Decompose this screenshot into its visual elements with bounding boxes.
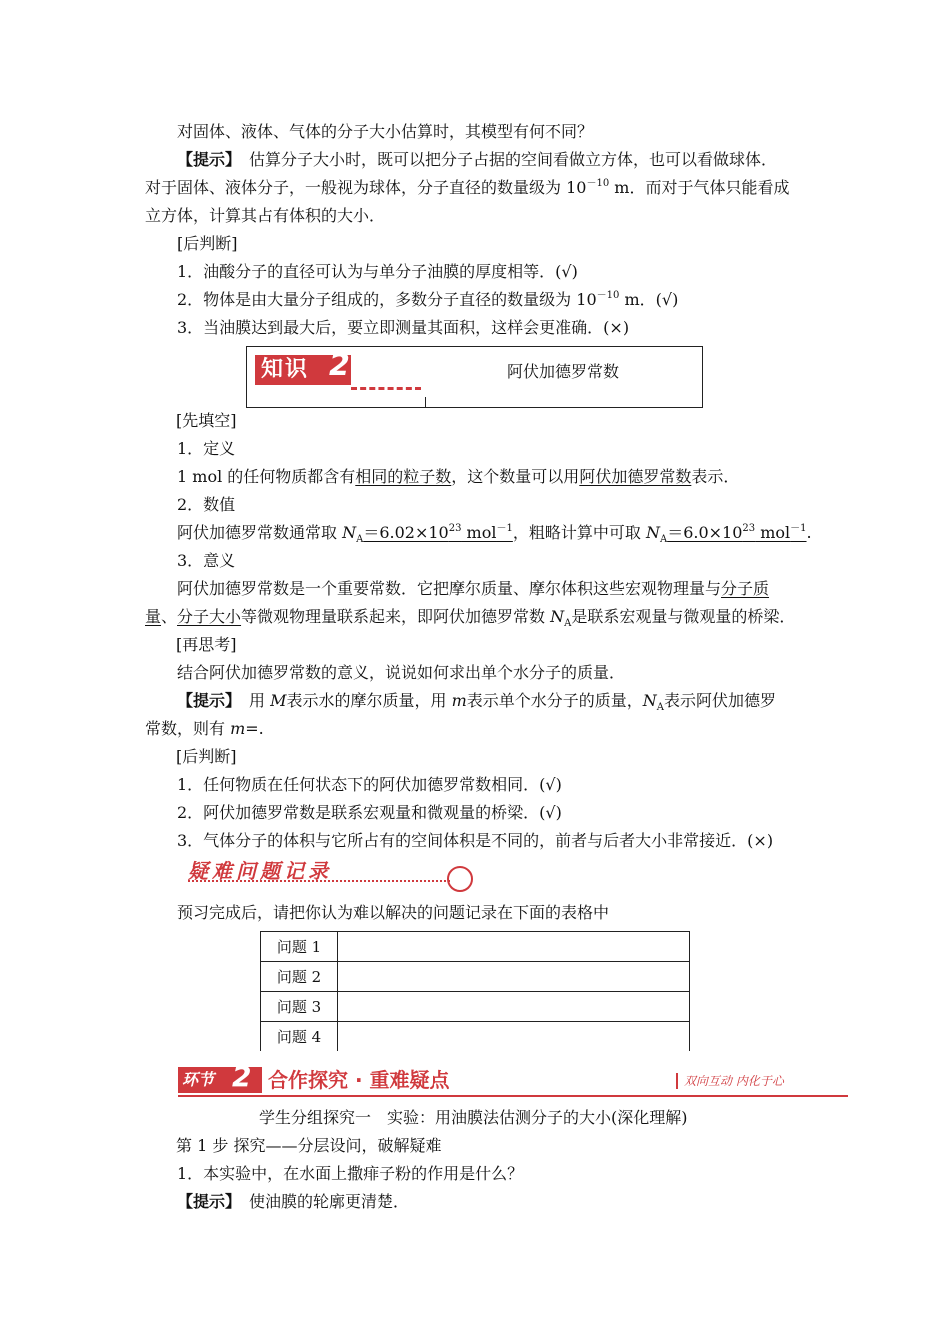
text: 常数，则有 bbox=[145, 719, 231, 738]
table-row bbox=[261, 992, 690, 1022]
question-text bbox=[177, 662, 847, 684]
exploration-title bbox=[259, 1107, 929, 1129]
subscript: A bbox=[564, 618, 572, 630]
subscript: A bbox=[656, 702, 665, 714]
text: ，粗略计算中可取 bbox=[512, 523, 646, 542]
text: 1．本实验中，在水面上撒痱子粉的作用是什么？ bbox=[177, 1164, 524, 1183]
text: mol bbox=[755, 523, 791, 542]
text: 表示． bbox=[691, 467, 740, 486]
judge-item bbox=[177, 317, 847, 339]
text: =. bbox=[245, 719, 264, 738]
text: 学生分组探究一 实验：用油膜法估测分子的大小(深化理解) bbox=[259, 1108, 688, 1127]
text: 1 mol 的任何物质都含有 bbox=[177, 467, 356, 486]
text: 用 bbox=[233, 691, 271, 710]
exponent: －10 bbox=[586, 178, 610, 189]
exponent: －10 bbox=[596, 290, 620, 301]
table-row bbox=[261, 962, 690, 992]
judge-item bbox=[177, 830, 847, 852]
fill-answer bbox=[667, 523, 806, 542]
text: 第 1 步 探究——分层设问，破解疑难 bbox=[176, 1136, 442, 1155]
badge-number: 2 bbox=[329, 348, 352, 383]
text: 3．当油膜达到最大后，要立即测量其面积，这样会更准确．(×) bbox=[177, 318, 630, 337]
subscript: A bbox=[659, 534, 668, 546]
row-label: 问题 3 bbox=[261, 992, 338, 1022]
question-text bbox=[177, 121, 847, 143]
text: 等微观物理量联系起来，即阿伏加德罗常数 bbox=[241, 607, 551, 626]
fill-answer: 相同的粒子数 bbox=[355, 467, 452, 486]
answer-cell[interactable] bbox=[338, 962, 690, 992]
text: [后判断] bbox=[177, 234, 238, 253]
row-label: 问题 2 bbox=[261, 962, 338, 992]
banner-slogan: 双向互动 内化于心 bbox=[676, 1073, 784, 1089]
text: 结合阿伏加德罗常数的意义，说说如何求出单个水分子的质量． bbox=[177, 663, 626, 682]
symbol: N bbox=[550, 607, 565, 626]
text: 表示阿伏加德罗 bbox=[664, 691, 777, 710]
judge-item bbox=[177, 289, 847, 311]
text: 2．数值 bbox=[177, 495, 236, 514]
text: [先填空] bbox=[176, 411, 237, 430]
text: 对固体、液体、气体的分子大小估算时，其模型有何不同？ bbox=[177, 122, 594, 141]
fill-answer bbox=[363, 523, 513, 542]
hint-label: 【提示】 bbox=[177, 1192, 234, 1211]
subheading bbox=[177, 550, 847, 572]
badge-text: 知识 bbox=[261, 357, 310, 382]
text: mol bbox=[461, 523, 497, 542]
decorative-dotted-line bbox=[188, 880, 450, 882]
circle-icon bbox=[447, 866, 473, 892]
text: ＝6.02×10 bbox=[363, 523, 449, 542]
text: [再思考] bbox=[176, 635, 237, 654]
text: ＝6.0×10 bbox=[667, 523, 743, 542]
badge-text: 环节 bbox=[182, 1070, 215, 1089]
text: 表示水的摩尔质量，用 bbox=[286, 691, 452, 710]
section-label bbox=[176, 746, 846, 768]
banner-title: 合作探究 · 重难疑点 bbox=[268, 1068, 450, 1092]
text: 是联系宏观量与微观量的桥梁． bbox=[571, 607, 796, 626]
table-row bbox=[261, 932, 690, 962]
question-text bbox=[177, 1163, 847, 1185]
text: 使油膜的轮廓更清楚． bbox=[233, 1192, 410, 1211]
symbol: N bbox=[645, 523, 660, 542]
judge-item bbox=[177, 774, 847, 796]
text: 阿伏加德罗常数通常取 bbox=[177, 523, 343, 542]
text: 立方体，计算其占有体积的大小． bbox=[145, 206, 386, 225]
fill-answer: 量 bbox=[145, 607, 162, 626]
text: 预习完成后，请把你认为难以解决的问题记录在下面的表格中 bbox=[177, 903, 610, 922]
text: ，这个数量可以用 bbox=[451, 467, 580, 486]
judge-item bbox=[177, 261, 847, 283]
hint-label: 【提示】 bbox=[177, 150, 234, 169]
symbol: m bbox=[451, 691, 467, 710]
symbol: N bbox=[342, 523, 357, 542]
hint-label: 【提示】 bbox=[177, 691, 234, 710]
subheading bbox=[177, 438, 847, 460]
text: m．(√) bbox=[619, 290, 679, 309]
table-row bbox=[261, 1022, 690, 1052]
text: . bbox=[806, 523, 812, 542]
paragraph-line bbox=[177, 466, 847, 488]
row-label: 问题 1 bbox=[261, 932, 338, 962]
exponent: －1 bbox=[496, 523, 513, 534]
text: 2．阿伏加德罗常数是联系宏观量和微观量的桥梁．(√) bbox=[177, 803, 562, 822]
answer-cell[interactable] bbox=[338, 932, 690, 962]
text: 对于固体、液体分子，一般视为球体，分子直径的数量级为 10 bbox=[145, 178, 587, 197]
hint-line bbox=[145, 177, 815, 199]
text: 3．意义 bbox=[177, 551, 236, 570]
paragraph-line bbox=[177, 578, 847, 600]
banner-badge bbox=[178, 1060, 262, 1093]
fill-answer: 分子大小 bbox=[177, 607, 242, 626]
section-label bbox=[177, 233, 847, 255]
text: 1．任何物质在任何状态下的阿伏加德罗常数相同．(√) bbox=[177, 775, 562, 794]
text: m．而对于气体只能看成 bbox=[609, 178, 790, 197]
row-label: 问题 4 bbox=[261, 1022, 338, 1052]
fill-answer: 分子质 bbox=[721, 579, 770, 598]
symbol: N bbox=[642, 691, 657, 710]
text: [后判断] bbox=[176, 747, 237, 766]
hint-line bbox=[145, 718, 815, 740]
section-label bbox=[176, 410, 846, 432]
subscript: A bbox=[356, 534, 364, 546]
text: 2．物体是由大量分子组成的，多数分子直径的数量级为 10 bbox=[177, 290, 597, 309]
answer-cell[interactable] bbox=[338, 992, 690, 1022]
decorative-dash bbox=[351, 387, 421, 390]
question-record-table bbox=[260, 931, 690, 1051]
text: 阿伏加德罗常数是一个重要常数．它把摩尔质量、摩尔体积这些宏观物理量与 bbox=[177, 579, 722, 598]
symbol: m bbox=[230, 719, 246, 738]
difficulty-title: 疑难问题记录 bbox=[188, 859, 332, 883]
exponent: 23 bbox=[448, 523, 462, 534]
exponent: 23 bbox=[742, 523, 756, 534]
knowledge-badge bbox=[255, 348, 352, 385]
hint-line bbox=[177, 1191, 847, 1213]
subheading bbox=[177, 494, 847, 516]
hint-line bbox=[177, 149, 847, 171]
text: 1．油酸分子的直径可认为与单分子油膜的厚度相等．(√) bbox=[177, 262, 578, 281]
knowledge-box bbox=[246, 346, 703, 408]
divider bbox=[425, 397, 426, 407]
section-label bbox=[176, 634, 846, 656]
step-heading bbox=[176, 1135, 846, 1157]
hint-line bbox=[145, 205, 815, 227]
symbol: M bbox=[270, 691, 287, 710]
exponent: －1 bbox=[790, 523, 807, 534]
paragraph-line bbox=[145, 606, 815, 628]
answer-cell[interactable] bbox=[338, 1022, 690, 1052]
text: 、 bbox=[161, 607, 178, 626]
knowledge-title: 阿伏加德罗常数 bbox=[507, 362, 620, 381]
section-banner bbox=[178, 1060, 848, 1097]
banner-underline bbox=[178, 1095, 848, 1097]
text: 估算分子大小时，既可以把分子占据的空间看做立方体，也可以看做球体． bbox=[233, 150, 778, 169]
text: 表示单个水分子的质量， bbox=[466, 691, 643, 710]
fill-answer: 阿伏加德罗常数 bbox=[579, 467, 692, 486]
paragraph-line bbox=[177, 522, 847, 544]
hint-line bbox=[177, 690, 847, 712]
text: 1．定义 bbox=[177, 439, 236, 458]
text: 3．气体分子的体积与它所占有的空间体积是不同的，前者与后者大小非常接近．(×) bbox=[177, 831, 774, 850]
judge-item bbox=[177, 802, 847, 824]
difficulty-intro bbox=[177, 902, 847, 924]
badge-number: 2 bbox=[232, 1060, 252, 1093]
